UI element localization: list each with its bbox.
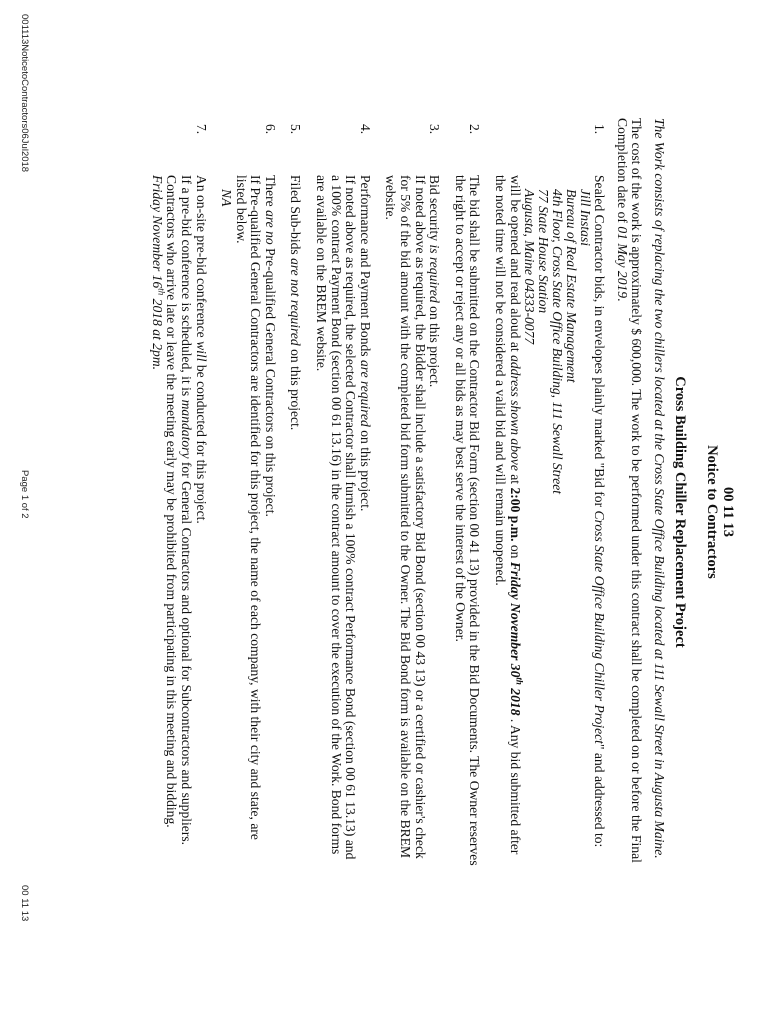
- list-item-3: 3. Bid security is required on this project. If noted above as required, the Bidder shall include a satisfactory Bid Bond (section 00 43 13) or a certified or cashier's check for 5% of the bid amount with the completed bid form submitted to the Owner. The Bid Bond form is available on the BREM website.: [383, 124, 443, 859]
- completion-date: 01 May 2019: [614, 226, 630, 299]
- document-body: [138, 118, 666, 868]
- list-item-5: 5. Filed Sub-bids are not required on this project.: [288, 124, 304, 431]
- list-item-7: 7. An on-site pre-bid conference will be conducted for this project. If a pre-bid conference is scheduled, it is mandatory for General Contractors and optional for Subcontractors and suppliers. Contractors who arrive late or leave the meeting early may be prohibited from participating in this meeting and bidding. Friday November 16th 2018 at 2pm.: [149, 124, 209, 846]
- bid-opening-date: Friday November 30th 2018: [507, 561, 525, 716]
- list-item-2: 2. The bid shall be submitted on the Contractor Bid Form (section 00 41 13) provided in the Bid Documents. The Owner reserves the right to accept or reject any or all bids as may best serve the interest of the Owner.: [452, 124, 483, 866]
- footer-page-number: Page 1 of 2: [19, 470, 30, 519]
- prequalified-note: NA: [219, 189, 235, 207]
- item-number: 4.: [357, 124, 373, 135]
- section-title: Notice to Contractors: [704, 445, 720, 579]
- item-number: 7.: [193, 124, 209, 135]
- item-number: 5.: [288, 124, 304, 135]
- item-number: 2.: [467, 124, 483, 135]
- list-item-1: 1. Sealed Contractor bids, in envelopes plainly marked "Bid for Cross State Office Building Chiller Project" and addressed to: Jill Instasi Bureau of Real Estate Management 4th Floor, Cross State Office Building, 111 Sewall Street 77 State House Station Augusta, Maine 04333-0077 will be opened and read aloud at address shown above at 2:00 p.m. on Friday November 30th 2018 . Any bid submitted after the noted time will not be considered a valid bid and will remain unopened.: [492, 118, 606, 868]
- cost-statement: The cost of the work is approximately $ 600,000. The work to be performed under this contract shall be completed on or before the Final Completion date of 01 May 2019.: [614, 118, 645, 863]
- footer-filename: 001113NoticetoContractors06Jul2018: [19, 14, 30, 173]
- document-header: [672, 0, 736, 1024]
- work-description: The Work consists of replacing the two chillers located at the Cross State Office Building located at 111 Sewall Street in Augusta Maine.: [652, 118, 667, 859]
- footer-section: 00 11 13: [19, 885, 30, 922]
- project-title: Cross Building Chiller Replacement Project: [672, 376, 688, 648]
- pre-bid-meeting-date: Friday November 16th 2018 at 2pm.: [149, 175, 167, 371]
- bid-opening-time: 2:00 p.m.: [507, 487, 523, 542]
- item-number: 6.: [262, 124, 278, 135]
- bid-address: Jill Instasi Bureau of Real Estate Management 4th Floor, Cross State Office Building, 111 Sewall Street 77 State House Station Augusta, Maine 04333-0077: [521, 189, 593, 495]
- list-item-4: 4. Performance and Payment Bonds are required on this project. If noted above as required, the selected Contractor shall furnish a 100% contract Performance Bond (section 00 61 13.13) and a 100% contract Payment Bond (section 00 61 13.16) in the contract amount to cover the execution of the Work. Bond forms are available on the BREM website.: [314, 124, 373, 860]
- item-number: 1.: [592, 124, 608, 135]
- section-number: 00 11 13: [720, 487, 736, 537]
- list-item-6: 6. There are no Pre-qualified General Contractors on this project. If Pre-qualified General Contractors are identified for this project, the name of each company, with their city and state, are listed below. NA: [219, 118, 277, 868]
- item-number: 3.: [427, 124, 443, 135]
